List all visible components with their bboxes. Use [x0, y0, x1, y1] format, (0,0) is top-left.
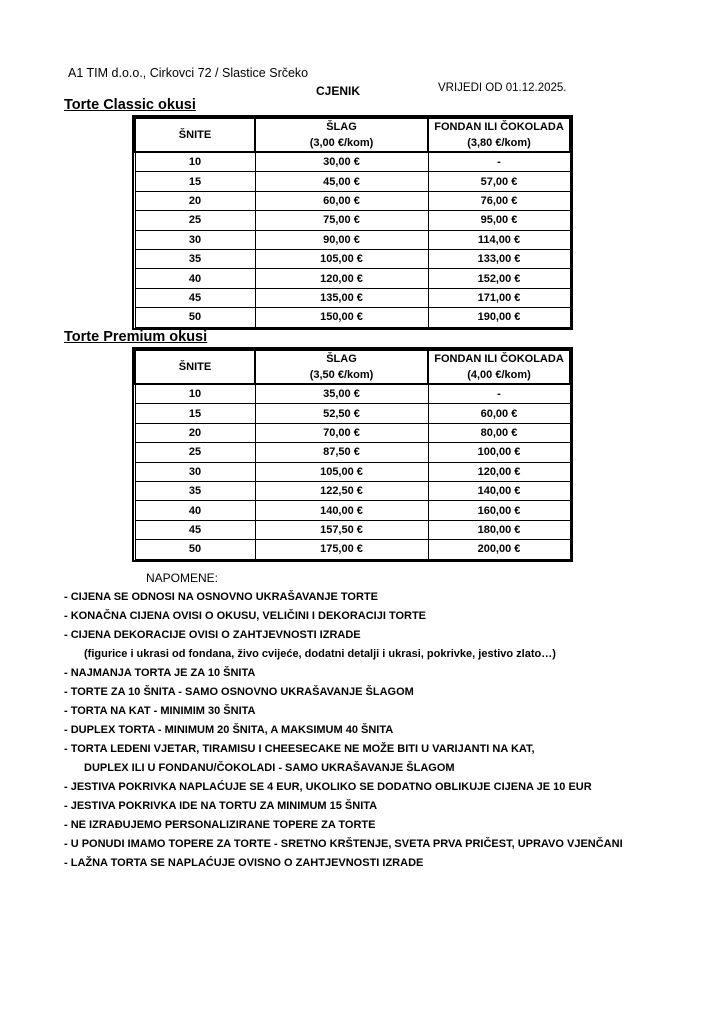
note-item: - LAŽNA TORTA SE NAPLAĆUJE OVISNO O ZAHTJEVNOSTI IZRADE: [64, 857, 424, 869]
note-item: - CIJENA DEKORACIJE OVISI O ZAHTJEVNOSTI IZRADE: [64, 629, 361, 641]
snite-cell: 30: [135, 462, 255, 481]
slag-price-cell: 30,00 €: [255, 152, 428, 172]
note-item: - TORTA LEDENI VJETAR, TIRAMISU I CHEESECAKE NE MOŽE BITI U VARIJANTI NA KAT,: [64, 743, 535, 755]
table-row: [135, 211, 570, 230]
slag-price-cell: 140,00 €: [255, 501, 428, 520]
table-row: [135, 152, 570, 172]
premium-table-body: [135, 384, 570, 559]
note-item: - TORTA NA KAT - MINIMIM 30 ŠNITA: [64, 705, 256, 717]
snite-cell: 15: [135, 172, 255, 191]
fondan-price-cell: -: [428, 384, 570, 404]
col-slag-unit-price: (3,00 €/kom): [255, 135, 428, 152]
slag-price-cell: 45,00 €: [255, 172, 428, 191]
slag-price-cell: 122,50 €: [255, 481, 428, 500]
fondan-price-cell: 80,00 €: [428, 423, 570, 442]
note-item: - JESTIVA POKRIVKA NAPLAĆUJE SE 4 EUR, UKOLIKO SE DODATNO OBLIKUJE CIJENA JE 10 EUR: [64, 781, 592, 793]
note-item: (figurice i ukrasi od fondana, živo cvijeće, dodatni detalji i ukrasi, pokrivke, jestivo zlato…): [84, 648, 556, 660]
note-item: - TORTE ZA 10 ŠNITA - SAMO OSNOVNO UKRAŠAVANJE ŠLAGOM: [64, 686, 414, 698]
table-row: [135, 384, 570, 404]
snite-cell: 20: [135, 423, 255, 442]
slag-price-cell: 35,00 €: [255, 384, 428, 404]
note-item: - U PONUDI IMAMO TOPERE ZA TORTE - SRETNO KRŠTENJE, SVETA PRVA PRIČEST, UPRAVO VJENČANI: [64, 838, 623, 850]
table-row: [135, 191, 570, 210]
slag-price-cell: 150,00 €: [255, 308, 428, 327]
note-item: - NAJMANJA TORTA JE ZA 10 ŠNITA: [64, 667, 256, 679]
notes-title: NAPOMENE:: [146, 571, 219, 585]
slag-price-cell: 90,00 €: [255, 230, 428, 249]
fondan-price-cell: 152,00 €: [428, 269, 570, 288]
fondan-price-cell: 200,00 €: [428, 540, 570, 559]
note-item: - NE IZRAĐUJEMO PERSONALIZIRANE TOPERE ZA TORTE: [64, 819, 376, 831]
col-snite-header: ŠNITE: [135, 350, 255, 384]
col-slag-header: ŠLAG: [255, 118, 428, 135]
slag-price-cell: 105,00 €: [255, 462, 428, 481]
note-item: - DUPLEX TORTA - MINIMUM 20 ŠNITA, A MAKSIMUM 40 ŠNITA: [64, 724, 394, 736]
col-fondan-unit-price: (4,00 €/kom): [428, 367, 570, 384]
classic-table-body: [135, 152, 570, 327]
slag-price-cell: 105,00 €: [255, 249, 428, 268]
slag-price-cell: 87,50 €: [255, 443, 428, 462]
table-row: [135, 462, 570, 481]
valid-from-date: VRIJEDI OD 01.12.2025.: [438, 82, 567, 94]
table-row: [135, 423, 570, 442]
table-row: [135, 443, 570, 462]
snite-cell: 35: [135, 481, 255, 500]
fondan-price-cell: 114,00 €: [428, 230, 570, 249]
note-item: - JESTIVA POKRIVKA IDE NA TORTU ZA MINIMUM 15 ŠNITA: [64, 800, 378, 812]
col-fondan-header: FONDAN ILI ČOKOLADA: [428, 118, 570, 135]
slag-price-cell: 70,00 €: [255, 423, 428, 442]
col-fondan-header: FONDAN ILI ČOKOLADA: [428, 350, 570, 367]
table-row: [135, 501, 570, 520]
snite-cell: 25: [135, 443, 255, 462]
table-row: [135, 540, 570, 559]
snite-cell: 40: [135, 501, 255, 520]
snite-cell: 10: [135, 152, 255, 172]
note-item: - KONAČNA CIJENA OVISI O OKUSU, VELIČINI I DEKORACIJI TORTE: [64, 610, 427, 622]
table-row: [135, 172, 570, 191]
table-row: [135, 520, 570, 539]
slag-price-cell: 60,00 €: [255, 191, 428, 210]
classic-price-table: [134, 117, 571, 328]
snite-cell: 50: [135, 308, 255, 327]
document-title: CJENIK: [316, 84, 361, 98]
snite-cell: 35: [135, 249, 255, 268]
note-item: - CIJENA SE ODNOSI NA OSNOVNO UKRAŠAVANJE TORTE: [64, 591, 378, 603]
col-slag-header: ŠLAG: [255, 350, 428, 367]
snite-cell: 20: [135, 191, 255, 210]
fondan-price-cell: 180,00 €: [428, 520, 570, 539]
fondan-price-cell: 60,00 €: [428, 404, 570, 423]
premium-section-title: Torte Premium okusi: [64, 329, 208, 345]
premium-price-table: [134, 349, 571, 560]
fondan-price-cell: 160,00 €: [428, 501, 570, 520]
slag-price-cell: 157,50 €: [255, 520, 428, 539]
fondan-price-cell: 120,00 €: [428, 462, 570, 481]
table-row: [135, 230, 570, 249]
company-line: A1 TIM d.o.o., Cirkovci 72 / Slastice Srčeko: [68, 66, 309, 80]
snite-cell: 40: [135, 269, 255, 288]
fondan-price-cell: 100,00 €: [428, 443, 570, 462]
table-row: [135, 481, 570, 500]
col-snite-header: ŠNITE: [135, 118, 255, 152]
table-row: [135, 249, 570, 268]
snite-cell: 10: [135, 384, 255, 404]
slag-price-cell: 120,00 €: [255, 269, 428, 288]
table-row: [135, 308, 570, 327]
fondan-price-cell: -: [428, 152, 570, 172]
col-slag-unit-price: (3,50 €/kom): [255, 367, 428, 384]
slag-price-cell: 135,00 €: [255, 288, 428, 307]
fondan-price-cell: 95,00 €: [428, 211, 570, 230]
snite-cell: 25: [135, 211, 255, 230]
snite-cell: 15: [135, 404, 255, 423]
fondan-price-cell: 171,00 €: [428, 288, 570, 307]
notes-list: [64, 588, 623, 873]
fondan-price-cell: 133,00 €: [428, 249, 570, 268]
snite-cell: 45: [135, 288, 255, 307]
fondan-price-cell: 57,00 €: [428, 172, 570, 191]
fondan-price-cell: 140,00 €: [428, 481, 570, 500]
fondan-price-cell: 76,00 €: [428, 191, 570, 210]
snite-cell: 45: [135, 520, 255, 539]
table-row: [135, 288, 570, 307]
classic-section-title: Torte Classic okusi: [64, 97, 196, 113]
slag-price-cell: 52,50 €: [255, 404, 428, 423]
snite-cell: 50: [135, 540, 255, 559]
snite-cell: 30: [135, 230, 255, 249]
note-item: DUPLEX ILI U FONDANU/ČOKOLADI - SAMO UKRAŠAVANJE ŠLAGOM: [84, 762, 455, 774]
slag-price-cell: 175,00 €: [255, 540, 428, 559]
table-row: [135, 269, 570, 288]
fondan-price-cell: 190,00 €: [428, 308, 570, 327]
table-row: [135, 404, 570, 423]
slag-price-cell: 75,00 €: [255, 211, 428, 230]
col-fondan-unit-price: (3,80 €/kom): [428, 135, 570, 152]
